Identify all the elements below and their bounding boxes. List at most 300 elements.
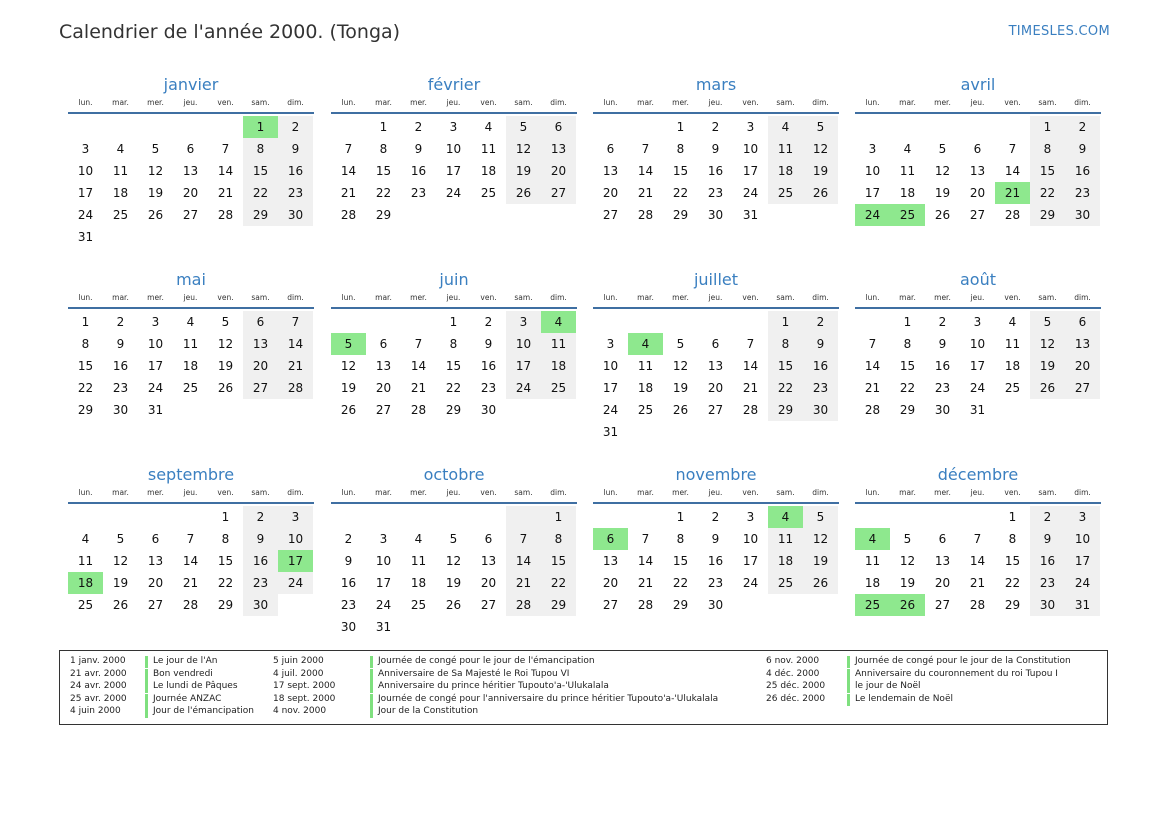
weekday-header: [331, 97, 577, 109]
weekday-label: ven.: [1004, 488, 1021, 497]
day-grid: [68, 506, 313, 616]
day-cell: 26: [112, 598, 129, 612]
day-cell: 10: [445, 142, 462, 156]
weekday-header: [593, 292, 839, 304]
weekday-header: [68, 292, 314, 304]
day-cell: 2: [711, 510, 720, 524]
empty-cell: [995, 116, 1030, 138]
day-cell: 10: [375, 554, 392, 568]
day-cell: 27: [602, 208, 619, 222]
day-cell: 19: [803, 160, 838, 182]
day-cell: 8: [1030, 138, 1065, 160]
legend-date: 4 juil. 2000: [273, 668, 324, 679]
weekday-label: mar.: [899, 98, 916, 107]
weekday-label: lun.: [603, 488, 618, 497]
legend-holiday-name: le jour de Noël: [855, 681, 921, 692]
holiday-day: 26: [890, 594, 925, 616]
holiday-day: 17: [278, 550, 313, 572]
day-cell: 18: [182, 359, 199, 373]
weekday-label: sam.: [514, 98, 533, 107]
day-cell: 24: [1065, 572, 1100, 594]
legend-color-marker: [370, 706, 373, 718]
day-cell: 29: [541, 594, 576, 616]
month-novembre: [593, 464, 839, 616]
day-cell: 11: [410, 554, 427, 568]
day-cell: 23: [112, 381, 129, 395]
day-cell: 20: [969, 186, 986, 200]
day-cell: 15: [541, 550, 576, 572]
day-cell: 20: [243, 355, 278, 377]
month-janvier: [68, 74, 314, 248]
day-cell: 25: [768, 182, 803, 204]
day-cell: 21: [637, 186, 654, 200]
day-cell: 31: [969, 403, 986, 417]
header-divider: [68, 502, 314, 504]
day-cell: 13: [707, 359, 724, 373]
day-cell: 25: [410, 598, 427, 612]
day-cell: 10: [742, 532, 759, 546]
day-cell: 27: [602, 598, 619, 612]
brand-link[interactable]: TIMESLES.COM: [1008, 24, 1110, 39]
weekday-header: [855, 487, 1101, 499]
weekday-label: mar.: [637, 293, 654, 302]
weekday-label: dim.: [1074, 98, 1091, 107]
legend-date: 4 juin 2000: [70, 706, 121, 717]
day-cell: 4: [768, 116, 803, 138]
day-cell: 13: [541, 138, 576, 160]
weekday-label: lun.: [341, 488, 356, 497]
day-cell: 27: [707, 403, 724, 417]
day-cell: 16: [112, 359, 129, 373]
day-cell: 19: [445, 576, 462, 590]
day-cell: 26: [803, 182, 838, 204]
day-cell: 2: [278, 116, 313, 138]
day-cell: 27: [182, 208, 199, 222]
day-cell: 17: [864, 186, 881, 200]
weekday-label: jeu.: [970, 98, 985, 107]
day-cell: 13: [182, 164, 199, 178]
day-cell: 13: [934, 554, 951, 568]
day-cell: 21: [969, 576, 986, 590]
day-cell: 21: [340, 186, 357, 200]
day-cell: 9: [711, 142, 720, 156]
day-cell: 3: [868, 142, 877, 156]
month-octobre: [331, 464, 577, 638]
weekday-header: [68, 487, 314, 499]
day-cell: 28: [506, 594, 541, 616]
legend-date: 25 avr. 2000: [70, 693, 127, 704]
day-cell: 9: [278, 138, 313, 160]
holiday-day: 6: [593, 528, 628, 550]
legend-holiday-name: Journée de congé pour le jour de la Constitution: [855, 656, 1071, 666]
legend-date: 18 sept. 2000: [273, 693, 336, 704]
empty-cell: [925, 506, 960, 528]
day-cell: 12: [217, 337, 234, 351]
day-cell: 25: [1004, 381, 1021, 395]
empty-cell: [401, 506, 436, 528]
day-cell: 29: [77, 403, 94, 417]
day-cell: 25: [112, 208, 129, 222]
empty-cell: [331, 506, 366, 528]
weekday-label: mer.: [672, 293, 689, 302]
day-cell: 23: [340, 598, 357, 612]
day-cell: 23: [934, 381, 951, 395]
day-cell: 13: [969, 164, 986, 178]
empty-cell: [506, 506, 541, 528]
weekday-label: lun.: [341, 98, 356, 107]
legend-date: 1 janv. 2000: [70, 656, 126, 666]
day-cell: 7: [868, 337, 877, 351]
day-cell: 21: [217, 186, 234, 200]
day-cell: 30: [112, 403, 129, 417]
header-divider: [593, 502, 839, 504]
legend-date: 25 déc. 2000: [766, 681, 826, 692]
day-cell: 13: [602, 164, 619, 178]
day-cell: 13: [1065, 333, 1100, 355]
month-title: avril: [960, 75, 996, 94]
day-cell: 3: [506, 311, 541, 333]
holiday-day: 4: [541, 311, 576, 333]
day-cell: 11: [541, 333, 576, 355]
weekday-label: dim.: [1074, 488, 1091, 497]
day-cell: 27: [480, 598, 497, 612]
legend-holiday-name: Le jour de l'An: [153, 656, 218, 666]
day-cell: 6: [973, 142, 982, 156]
day-cell: 14: [864, 359, 881, 373]
holiday-day: 21: [995, 182, 1030, 204]
day-cell: 30: [340, 620, 357, 634]
day-cell: 8: [541, 528, 576, 550]
weekday-label: mer.: [410, 293, 427, 302]
day-cell: 15: [217, 554, 234, 568]
day-cell: 5: [903, 532, 912, 546]
day-cell: 11: [480, 142, 497, 156]
header-divider: [331, 502, 577, 504]
day-cell: 6: [186, 142, 195, 156]
day-cell: 8: [449, 337, 458, 351]
day-cell: 2: [1065, 116, 1100, 138]
day-cell: 30: [278, 204, 313, 226]
day-cell: 15: [672, 554, 689, 568]
holiday-day: 5: [331, 333, 366, 355]
legend-date: 4 nov. 2000: [273, 706, 327, 717]
day-cell: 14: [410, 359, 427, 373]
month-mai: [68, 269, 314, 421]
legend-date: 4 déc. 2000: [766, 668, 820, 679]
legend-date: 21 avr. 2000: [70, 668, 127, 679]
day-cell: 27: [243, 377, 278, 399]
day-cell: 28: [278, 377, 313, 399]
weekday-label: jeu.: [708, 293, 723, 302]
weekday-label: lun.: [603, 98, 618, 107]
weekday-label: sam.: [1038, 98, 1057, 107]
day-cell: 12: [112, 554, 129, 568]
weekday-label: mer.: [147, 488, 164, 497]
day-cell: 10: [742, 142, 759, 156]
day-cell: 26: [147, 208, 164, 222]
month-title: novembre: [675, 465, 757, 484]
weekday-label: mar.: [112, 488, 129, 497]
weekday-label: jeu.: [446, 488, 461, 497]
day-cell: 28: [637, 598, 654, 612]
day-grid: [331, 311, 576, 421]
empty-cell: [138, 116, 173, 138]
day-cell: 14: [182, 554, 199, 568]
day-cell: 10: [147, 337, 164, 351]
weekday-header: [855, 97, 1101, 109]
day-grid: [68, 116, 313, 248]
day-cell: 10: [506, 333, 541, 355]
header-divider: [331, 112, 577, 114]
day-cell: 22: [768, 377, 803, 399]
month-août: [855, 269, 1101, 421]
day-cell: 6: [379, 337, 388, 351]
day-cell: 22: [77, 381, 94, 395]
day-cell: 18: [1004, 359, 1021, 373]
day-cell: 12: [506, 138, 541, 160]
day-cell: 28: [1004, 208, 1021, 222]
header-divider: [855, 307, 1101, 309]
day-cell: 23: [1030, 572, 1065, 594]
day-cell: 16: [934, 359, 951, 373]
day-cell: 1: [676, 510, 685, 524]
day-cell: 24: [506, 377, 541, 399]
legend-holiday-name: Anniversaire du couronnement du roi Tupou I: [855, 668, 1058, 679]
day-cell: 31: [602, 425, 619, 439]
day-cell: 24: [278, 572, 313, 594]
day-cell: 18: [768, 160, 803, 182]
weekday-label: mar.: [899, 293, 916, 302]
weekday-label: mar.: [637, 488, 654, 497]
day-cell: 11: [864, 554, 881, 568]
weekday-label: ven.: [1004, 293, 1021, 302]
legend-holiday-name: Anniversaire de Sa Majesté le Roi Tupou VI: [378, 668, 570, 679]
weekday-label: mer.: [147, 98, 164, 107]
holiday-day: 24: [855, 204, 890, 226]
weekday-header: [593, 97, 839, 109]
day-cell: 5: [116, 532, 125, 546]
legend-color-marker: [847, 669, 850, 681]
weekday-label: ven.: [480, 98, 497, 107]
day-cell: 8: [221, 532, 230, 546]
day-cell: 4: [903, 142, 912, 156]
day-cell: 27: [375, 403, 392, 417]
day-cell: 10: [969, 337, 986, 351]
day-cell: 8: [676, 142, 685, 156]
weekday-header: [331, 487, 577, 499]
day-cell: 31: [77, 230, 94, 244]
weekday-label: sam.: [251, 488, 270, 497]
day-cell: 23: [707, 186, 724, 200]
day-cell: 16: [707, 164, 724, 178]
day-cell: 18: [541, 355, 576, 377]
empty-cell: [208, 116, 243, 138]
day-cell: 11: [768, 138, 803, 160]
day-cell: 15: [375, 164, 392, 178]
legend-holiday-name: Anniversaire du prince héritier Tupouto'a-'Ulukalala: [378, 681, 609, 692]
holiday-day: 1: [243, 116, 278, 138]
day-cell: 1: [541, 506, 576, 528]
day-cell: 7: [746, 337, 755, 351]
day-cell: 5: [151, 142, 160, 156]
day-cell: 17: [506, 355, 541, 377]
month-février: [331, 74, 577, 226]
day-cell: 14: [506, 550, 541, 572]
day-cell: 7: [973, 532, 982, 546]
day-cell: 8: [379, 142, 388, 156]
weekday-header: [68, 97, 314, 109]
weekday-label: mar.: [112, 98, 129, 107]
weekday-label: lun.: [78, 488, 93, 497]
day-cell: 4: [116, 142, 125, 156]
day-cell: 19: [803, 550, 838, 572]
day-cell: 7: [641, 142, 650, 156]
day-cell: 22: [1004, 576, 1021, 590]
month-avril: [855, 74, 1101, 226]
day-cell: 9: [1030, 528, 1065, 550]
day-cell: 3: [1065, 506, 1100, 528]
day-cell: 21: [506, 572, 541, 594]
day-grid: [593, 311, 838, 443]
day-cell: 5: [221, 315, 230, 329]
day-cell: 7: [186, 532, 195, 546]
day-cell: 22: [899, 381, 916, 395]
day-cell: 21: [864, 381, 881, 395]
weekday-label: sam.: [1038, 293, 1057, 302]
weekday-label: lun.: [603, 293, 618, 302]
weekday-label: mer.: [410, 488, 427, 497]
day-cell: 27: [969, 208, 986, 222]
weekday-label: mer.: [934, 98, 951, 107]
empty-cell: [890, 506, 925, 528]
day-cell: 21: [278, 355, 313, 377]
legend-holiday-name: Journée de congé pour le jour de l'émancipation: [378, 656, 595, 666]
day-cell: 15: [899, 359, 916, 373]
weekday-label: lun.: [865, 488, 880, 497]
weekday-label: ven.: [742, 293, 759, 302]
month-title: février: [427, 75, 481, 94]
day-cell: 24: [375, 598, 392, 612]
day-cell: 23: [707, 576, 724, 590]
day-cell: 22: [672, 576, 689, 590]
day-cell: 11: [77, 554, 94, 568]
empty-cell: [960, 116, 995, 138]
day-cell: 7: [221, 142, 230, 156]
day-cell: 8: [676, 532, 685, 546]
day-cell: 22: [375, 186, 392, 200]
day-cell: 7: [1008, 142, 1017, 156]
empty-cell: [890, 116, 925, 138]
weekday-label: jeu.: [183, 488, 198, 497]
day-cell: 28: [340, 208, 357, 222]
empty-cell: [855, 311, 890, 333]
day-cell: 29: [899, 403, 916, 417]
empty-cell: [855, 506, 890, 528]
day-cell: 6: [938, 532, 947, 546]
day-cell: 23: [410, 186, 427, 200]
weekday-label: jeu.: [446, 293, 461, 302]
day-cell: 17: [445, 164, 462, 178]
day-cell: 22: [672, 186, 689, 200]
day-cell: 16: [707, 554, 724, 568]
day-cell: 2: [803, 311, 838, 333]
day-cell: 3: [746, 510, 755, 524]
weekday-label: mer.: [672, 488, 689, 497]
day-cell: 19: [1030, 355, 1065, 377]
day-cell: 10: [77, 164, 94, 178]
day-cell: 22: [541, 572, 576, 594]
day-cell: 2: [414, 120, 423, 134]
day-cell: 29: [217, 598, 234, 612]
day-grid: [855, 311, 1100, 421]
day-cell: 4: [186, 315, 195, 329]
day-cell: 30: [1030, 594, 1065, 616]
day-cell: 16: [480, 359, 497, 373]
day-cell: 2: [938, 315, 947, 329]
day-cell: 23: [480, 381, 497, 395]
day-cell: 20: [541, 160, 576, 182]
day-cell: 30: [243, 594, 278, 616]
day-cell: 13: [480, 554, 497, 568]
day-cell: 25: [182, 381, 199, 395]
day-cell: 31: [742, 208, 759, 222]
legend-color-marker: [370, 656, 373, 668]
weekday-label: lun.: [865, 98, 880, 107]
day-cell: 18: [112, 186, 129, 200]
day-cell: 23: [243, 572, 278, 594]
day-cell: 25: [541, 377, 576, 399]
day-cell: 4: [81, 532, 90, 546]
legend-color-marker: [145, 706, 148, 718]
day-cell: 27: [541, 182, 576, 204]
empty-cell: [138, 506, 173, 528]
day-cell: 25: [637, 403, 654, 417]
legend-date: 6 nov. 2000: [766, 656, 820, 666]
day-cell: 8: [768, 333, 803, 355]
weekday-label: mer.: [934, 293, 951, 302]
day-cell: 20: [707, 381, 724, 395]
weekday-label: ven.: [217, 488, 234, 497]
month-title: octobre: [423, 465, 485, 484]
day-cell: 16: [278, 160, 313, 182]
day-cell: 9: [711, 532, 720, 546]
day-cell: 23: [278, 182, 313, 204]
day-cell: 3: [278, 506, 313, 528]
header-divider: [593, 112, 839, 114]
weekday-label: sam.: [1038, 488, 1057, 497]
day-cell: 4: [1008, 315, 1017, 329]
day-cell: 14: [340, 164, 357, 178]
day-cell: 28: [969, 598, 986, 612]
weekday-label: sam.: [776, 488, 795, 497]
day-cell: 24: [147, 381, 164, 395]
month-title: août: [959, 270, 996, 289]
legend-holiday-name: Jour de l'émancipation: [153, 706, 254, 717]
weekday-label: jeu.: [183, 98, 198, 107]
day-cell: 11: [182, 337, 199, 351]
day-cell: 17: [1065, 550, 1100, 572]
day-cell: 25: [480, 186, 497, 200]
day-cell: 2: [116, 315, 125, 329]
day-cell: 18: [864, 576, 881, 590]
day-cell: 1: [1030, 116, 1065, 138]
header-divider: [331, 307, 577, 309]
day-cell: 12: [340, 359, 357, 373]
holiday-day: 4: [855, 528, 890, 550]
day-cell: 10: [602, 359, 619, 373]
empty-cell: [733, 311, 768, 333]
day-cell: 17: [969, 359, 986, 373]
